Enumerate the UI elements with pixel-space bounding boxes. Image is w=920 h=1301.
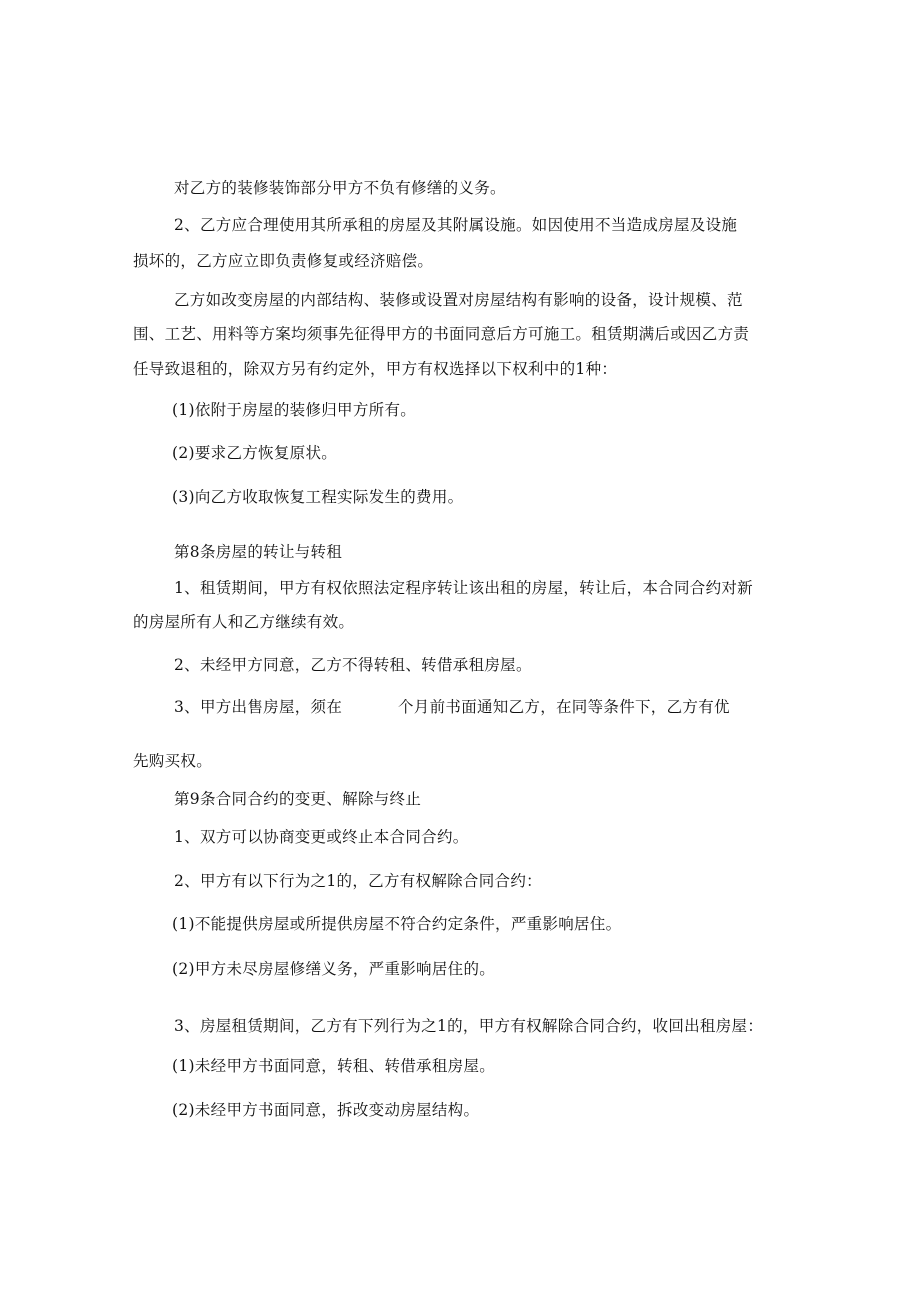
paragraph-line: 1、租赁期间，甲方有权依照法定程序转让该出租的房屋，转让后，本合同合约对新: [174, 579, 753, 597]
paragraph-line: 的房屋所有人和乙方继续有效。: [133, 613, 355, 631]
paragraph-line: 2、甲方有以下行为之1的，乙方有权解除合同合约：: [174, 872, 542, 890]
paragraph-line: 1、双方可以协商变更或终止本合同合约。: [174, 828, 469, 846]
paragraph-line: 2、未经甲方同意，乙方不得转租、转借承租房屋。: [174, 656, 532, 674]
paragraph-line: 任导致退租的，除双方另有约定外，甲方有权选择以下权利中的1种：: [133, 360, 618, 378]
paragraph-line: 2、乙方应合理使用其所承租的房屋及其附属设施。如因使用不当造成房屋及设施: [174, 216, 738, 234]
list-item: (1)不能提供房屋或所提供房屋不符合约定条件，严重影响居住。: [172, 915, 622, 933]
list-item: (2)甲方未尽房屋修缮义务，严重影响居住的。: [172, 960, 496, 978]
paragraph-line-continued: 个月前书面通知乙方，在同等条件下，乙方有优: [398, 698, 730, 716]
section-heading: 第8条房屋的转让与转租: [174, 543, 343, 561]
paragraph-line: 3、甲方出售房屋，须在: [174, 698, 343, 716]
paragraph-line: 3、房屋租赁期间，乙方有下列行为之1的，甲方有权解除合同合约，收回出租房屋：: [174, 1017, 764, 1035]
paragraph-line: 对乙方的装修装饰部分甲方不负有修缮的义务。: [174, 179, 506, 197]
paragraph-line: 围、工艺、用料等方案均须事先征得甲方的书面同意后方可施工。租赁期满后或因乙方责: [133, 325, 750, 343]
list-item: (1)未经甲方书面同意，转租、转借承租房屋。: [172, 1057, 496, 1075]
section-heading: 第9条合同合约的变更、解除与终止: [174, 790, 422, 808]
list-item: (3)向乙方收取恢复工程实际发生的费用。: [172, 488, 464, 506]
paragraph-line: 乙方如改变房屋的内部结构、装修或设置对房屋结构有影响的设备，设计规模、范: [174, 291, 743, 309]
list-item: (2)未经甲方书面同意，拆改变动房屋结构。: [172, 1101, 480, 1119]
list-item: (2)要求乙方恢复原状。: [172, 444, 338, 462]
paragraph-line: 先购买权。: [133, 752, 213, 770]
list-item: (1)依附于房屋的装修归甲方所有。: [172, 401, 417, 419]
paragraph-line: 损坏的，乙方应立即负责修复或经济赔偿。: [133, 252, 434, 270]
